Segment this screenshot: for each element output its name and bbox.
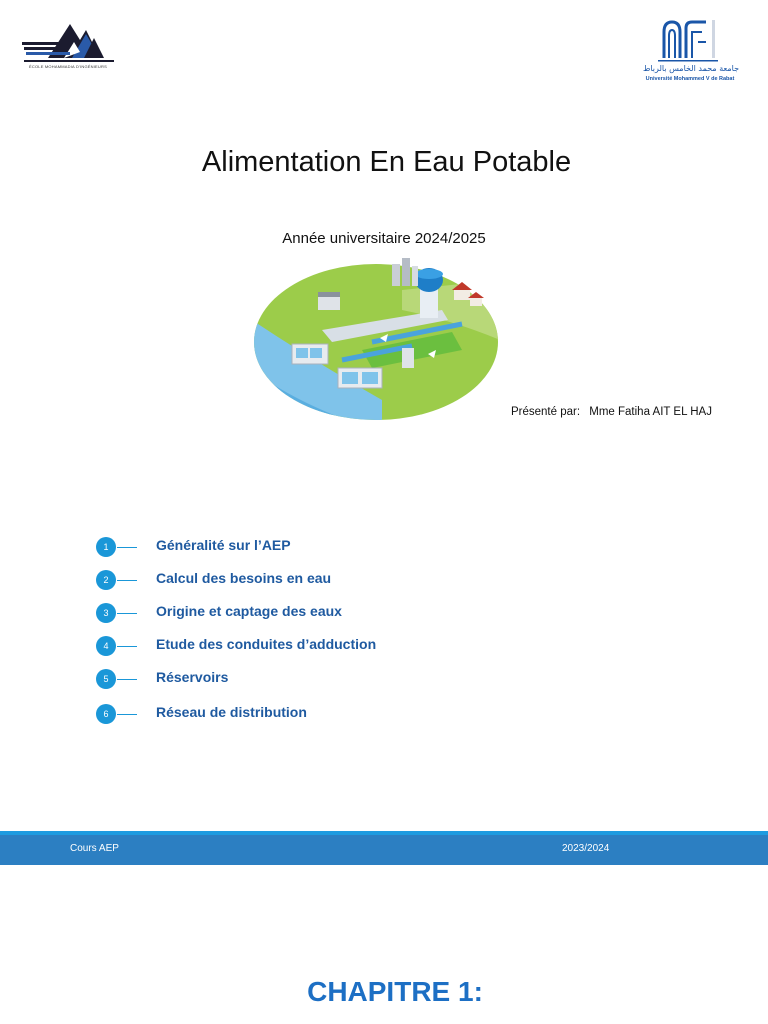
agenda-number-badge: 1 [96, 537, 116, 557]
water-supply-illustration [252, 250, 500, 422]
footer-year: 2023/2024 [562, 843, 610, 854]
university-name-latin: Université Mohammed V de Rabat [645, 76, 735, 82]
agenda-item-3[interactable] [96, 602, 342, 624]
connector-line [117, 679, 137, 680]
agenda-label: Réservoirs [156, 669, 229, 685]
agenda-item-4[interactable] [96, 635, 377, 657]
agenda-number-badge: 4 [96, 636, 116, 656]
agenda-label: Réseau de distribution [156, 704, 307, 720]
chapter-heading: CHAPITRE 1: [307, 976, 483, 1007]
connector-line [117, 714, 137, 715]
agenda-number-badge: 2 [96, 570, 116, 590]
agenda-label: Calcul des besoins en eau [156, 570, 332, 586]
agenda-label: Généralité sur l’AEP [156, 537, 291, 553]
academic-year: Année universitaire 2024/2025 [282, 230, 486, 247]
agenda-item-2[interactable] [96, 569, 332, 591]
emi-logo-caption: ÉCOLE MOHAMMADIA D'INGÉNIEURS [29, 64, 107, 69]
agenda-item-6[interactable] [96, 703, 307, 725]
presenter-label: Présenté par: [511, 406, 581, 418]
agenda-number-badge: 6 [96, 704, 116, 724]
connector-line [117, 547, 137, 548]
connector-line [117, 613, 137, 614]
agenda-number-badge: 3 [96, 603, 116, 623]
footer-stripe [0, 831, 768, 835]
university-name-arabic: جامعة محمد الخامس بالرباط [642, 64, 740, 73]
footer-course-label: Cours AEP [70, 843, 119, 854]
presenter-line [511, 406, 712, 418]
connector-line [117, 580, 137, 581]
agenda-item-5[interactable] [96, 668, 229, 690]
agenda-number-badge: 5 [96, 669, 116, 689]
document-title: Alimentation En Eau Potable [201, 146, 572, 178]
agenda-label: Etude des conduites d’adduction [156, 636, 377, 652]
connector-line [117, 646, 137, 647]
agenda-label: Origine et captage des eaux [156, 603, 342, 619]
agenda-item-1[interactable] [96, 536, 291, 558]
presenter-name: Mme Fatiha AIT EL HAJ [589, 406, 712, 418]
